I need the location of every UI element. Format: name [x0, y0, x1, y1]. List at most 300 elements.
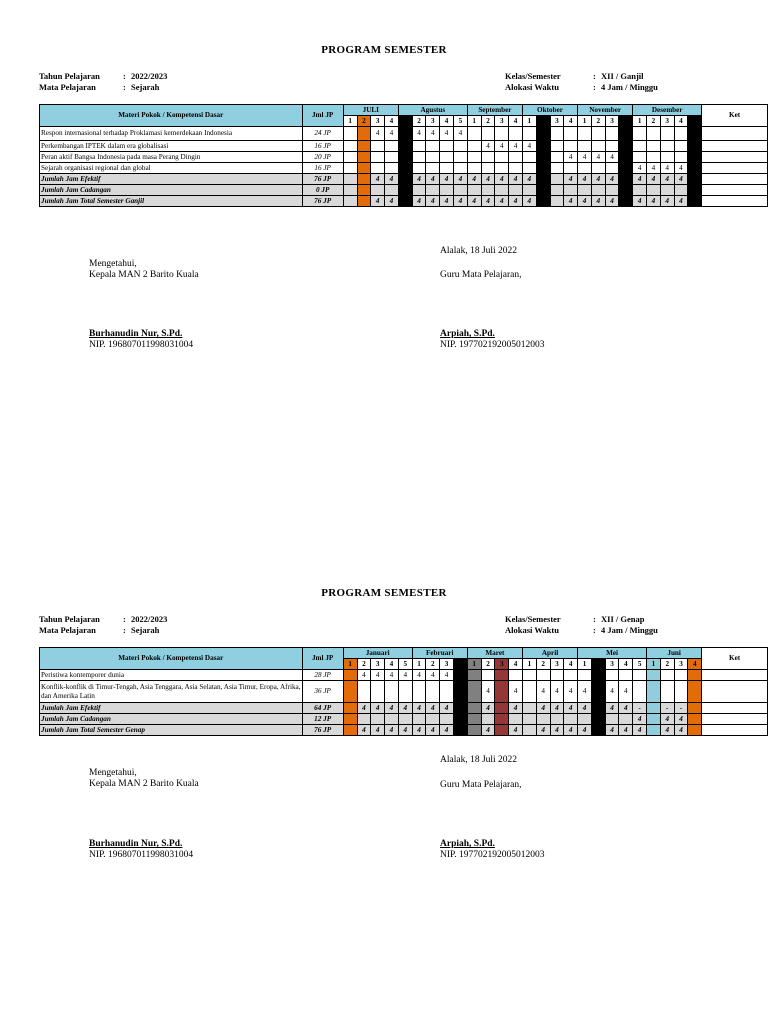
summary-cell: 4	[412, 196, 426, 207]
summary-row	[40, 703, 768, 714]
week-cell	[674, 152, 688, 163]
week-cell: 4	[453, 681, 467, 703]
summary-cell	[647, 185, 661, 196]
summary-cell: 4	[564, 703, 578, 714]
week-header: 1	[467, 659, 481, 670]
week-cell	[578, 127, 592, 141]
summary-cell	[385, 714, 399, 725]
summary-cell: 4	[440, 703, 454, 714]
summary-cell: -	[660, 703, 674, 714]
week-cell	[633, 141, 647, 152]
summary-cell: 4	[660, 725, 674, 736]
week-cell	[398, 127, 412, 141]
summary-cell	[591, 725, 605, 736]
summary-cell	[522, 725, 536, 736]
summary-cell: 4	[578, 725, 592, 736]
summary-cell	[578, 185, 592, 196]
month-header: April	[522, 648, 577, 659]
kelas-label: Kelas/Semester	[505, 71, 561, 81]
summary-cell: 4	[578, 174, 592, 185]
week-cell	[412, 152, 426, 163]
week-header: 3	[440, 659, 454, 670]
summary-cell	[343, 185, 357, 196]
week-header: 1	[343, 659, 357, 670]
week-cell	[522, 127, 536, 141]
summary-cell	[412, 185, 426, 196]
week-cell	[412, 141, 426, 152]
guru-name: Arpiah, S.Pd.	[440, 839, 495, 849]
summary-cell	[481, 714, 495, 725]
summary-cell: 4	[619, 725, 633, 736]
summary-cell: 4	[522, 196, 536, 207]
week-cell	[633, 670, 647, 681]
summary-cell: 4	[371, 196, 385, 207]
col-materi-header: Materi Pokok / Kompetensi Dasar	[40, 648, 303, 670]
col-jml-header: Jml JP	[302, 648, 343, 670]
week-cell	[522, 163, 536, 174]
summary-cell	[467, 185, 481, 196]
kepala-name: Burhanudin Nur, S.Pd.	[89, 329, 183, 339]
summary-cell: 4	[412, 174, 426, 185]
week-cell	[467, 670, 481, 681]
week-cell: 4	[550, 681, 564, 703]
summary-cell: 4	[357, 725, 371, 736]
week-cell	[398, 141, 412, 152]
summary-cell: 4	[619, 703, 633, 714]
summary-row	[40, 196, 768, 207]
mengetahui-genap	[89, 768, 199, 790]
month-header: Januari	[343, 648, 412, 659]
week-cell	[440, 152, 454, 163]
week-cell	[674, 127, 688, 141]
summary-cell	[550, 185, 564, 196]
week-cell	[371, 141, 385, 152]
week-cell: 4	[578, 152, 592, 163]
week-cell: 4	[385, 670, 399, 681]
week-header: 2	[357, 116, 371, 127]
mengetahui-text: Mengetahui,	[89, 259, 137, 269]
summary-cell: 4	[385, 725, 399, 736]
week-cell: 4	[660, 163, 674, 174]
summary-cell	[591, 714, 605, 725]
week-cell	[495, 152, 509, 163]
week-cell: 4	[509, 141, 523, 152]
materi-cell: Peran aktif Bangsa Indonesia pada masa Perang Dingin	[40, 152, 303, 163]
summary-cell	[412, 714, 426, 725]
week-cell	[633, 681, 647, 703]
week-cell: 4	[674, 163, 688, 174]
week-cell	[550, 670, 564, 681]
week-cell: 4	[619, 681, 633, 703]
summary-cell	[660, 185, 674, 196]
mapel-value: Sejarah	[131, 82, 160, 92]
week-header: 2	[660, 659, 674, 670]
week-cell	[660, 152, 674, 163]
summary-cell: 4	[467, 196, 481, 207]
week-header: 2	[591, 659, 605, 670]
mapel-value: Sejarah	[131, 625, 160, 635]
week-cell: 4	[578, 681, 592, 703]
summary-label: Jumlah Jam Cadangan	[40, 185, 303, 196]
week-cell	[453, 163, 467, 174]
ket-cell	[702, 725, 768, 736]
week-cell	[536, 127, 550, 141]
summary-row	[40, 185, 768, 196]
kepala-nip: NIP. 196807011998031004	[89, 340, 194, 350]
summary-cell	[688, 703, 702, 714]
summary-cell: 4	[467, 174, 481, 185]
week-cell	[509, 152, 523, 163]
summary-cell	[647, 714, 661, 725]
week-header: 1	[633, 116, 647, 127]
month-header: Februari	[412, 648, 467, 659]
ket-cell	[702, 196, 768, 207]
week-cell	[619, 163, 633, 174]
week-cell	[688, 163, 702, 174]
summary-cell: 4	[536, 725, 550, 736]
month-header: JULI	[343, 105, 398, 116]
summary-cell	[467, 714, 481, 725]
summary-cell: 4	[550, 703, 564, 714]
week-cell	[371, 163, 385, 174]
jp-cell: 28 JP	[302, 670, 343, 681]
week-header: 3	[674, 659, 688, 670]
summary-cell: 4	[481, 174, 495, 185]
mengetahui-ganjil	[89, 259, 199, 281]
week-header: 4	[453, 659, 467, 670]
month-header: Mei	[578, 648, 647, 659]
mengetahui-text: Mengetahui,	[89, 768, 137, 778]
week-cell	[550, 141, 564, 152]
summary-cell: 4	[509, 703, 523, 714]
summary-cell	[619, 185, 633, 196]
alokasi-value: 4 Jam / Minggu	[601, 82, 658, 92]
summary-cell: 4	[647, 196, 661, 207]
ket-cell	[702, 127, 768, 141]
week-header: 5	[453, 116, 467, 127]
summary-cell	[398, 174, 412, 185]
week-cell	[522, 681, 536, 703]
summary-cell	[522, 703, 536, 714]
table-row	[40, 681, 768, 703]
summary-cell	[564, 714, 578, 725]
week-header: 3	[371, 116, 385, 127]
summary-cell: 4	[453, 703, 467, 714]
week-header: 1	[647, 659, 661, 670]
jp-cell: 16 JP	[302, 141, 343, 152]
summary-cell: 4	[633, 725, 647, 736]
summary-cell: 4	[633, 174, 647, 185]
col-materi-header: Materi Pokok / Kompetensi Dasar	[40, 105, 303, 127]
materi-cell: Sejarah organisasi regional dan global	[40, 163, 303, 174]
month-header: November	[578, 105, 633, 116]
summary-cell: 4	[536, 703, 550, 714]
summary-cell	[343, 714, 357, 725]
week-cell	[357, 681, 371, 703]
week-header: 1	[398, 116, 412, 127]
week-header: 5	[688, 116, 702, 127]
week-cell	[412, 681, 426, 703]
summary-cell: 4	[481, 196, 495, 207]
week-cell	[467, 152, 481, 163]
summary-cell	[619, 174, 633, 185]
week-cell	[619, 670, 633, 681]
summary-cell: 4	[522, 174, 536, 185]
summary-cell	[619, 196, 633, 207]
month-header: Maret	[467, 648, 522, 659]
week-cell	[688, 681, 702, 703]
week-cell	[605, 163, 619, 174]
jp-cell: 24 JP	[302, 127, 343, 141]
summary-cell	[343, 703, 357, 714]
summary-cell: 4	[357, 703, 371, 714]
week-cell	[605, 670, 619, 681]
week-cell	[398, 681, 412, 703]
summary-label: Jumlah Jam Efektif	[40, 703, 303, 714]
alokasi-label: Alokasi Waktu	[505, 82, 559, 92]
kepala-text: Kepala MAN 2 Barito Kuala	[89, 779, 199, 789]
week-cell	[688, 141, 702, 152]
week-cell	[481, 152, 495, 163]
summary-cell: 4	[647, 174, 661, 185]
week-cell	[440, 141, 454, 152]
week-cell	[509, 163, 523, 174]
week-cell	[426, 681, 440, 703]
week-cell	[495, 670, 509, 681]
week-cell	[536, 141, 550, 152]
summary-cell	[633, 185, 647, 196]
week-header: 4	[509, 659, 523, 670]
summary-cell: 4	[385, 174, 399, 185]
week-cell: 4	[481, 681, 495, 703]
tahun-label: Tahun Pelajaran	[39, 614, 100, 624]
week-cell	[453, 670, 467, 681]
materi-cell: Respon internasional terhadap Proklamasi kemerdekaan Indonesia	[40, 127, 303, 141]
week-cell	[591, 163, 605, 174]
summary-cell: 4	[371, 174, 385, 185]
guru-signature-ganjil	[440, 329, 545, 351]
summary-cell	[343, 725, 357, 736]
jp-cell: 16 JP	[302, 163, 343, 174]
summary-cell: 4	[536, 196, 550, 207]
alokasi-value: 4 Jam / Minggu	[601, 625, 658, 635]
jp-cell: 36 JP	[302, 681, 343, 703]
month-header: Juni	[647, 648, 702, 659]
week-cell: 4	[536, 152, 550, 163]
summary-cell	[688, 725, 702, 736]
week-cell: 4	[412, 127, 426, 141]
summary-cell	[605, 185, 619, 196]
summary-cell: 4	[412, 703, 426, 714]
week-header: 2	[647, 116, 661, 127]
kepala-text: Kepala MAN 2 Barito Kuala	[89, 270, 199, 280]
summary-cell: 4	[633, 714, 647, 725]
week-cell	[343, 141, 357, 152]
month-header: Desember	[633, 105, 702, 116]
week-header: 3	[495, 659, 509, 670]
week-cell	[495, 127, 509, 141]
week-header: 4	[440, 116, 454, 127]
summary-label: Jumlah Jam Cadangan	[40, 714, 303, 725]
kepala-name: Burhanudin Nur, S.Pd.	[89, 839, 183, 849]
week-cell	[647, 670, 661, 681]
week-cell	[591, 670, 605, 681]
summary-cell: 4	[660, 714, 674, 725]
week-header: 1	[467, 116, 481, 127]
week-cell	[605, 127, 619, 141]
kepala-signature-ganjil	[89, 329, 193, 351]
summary-cell: 4	[509, 725, 523, 736]
summary-cell: 4	[440, 196, 454, 207]
week-header: 4	[564, 116, 578, 127]
week-header: 2	[357, 659, 371, 670]
ket-cell	[702, 670, 768, 681]
week-cell: 4	[453, 127, 467, 141]
week-cell	[550, 163, 564, 174]
summary-cell	[688, 185, 702, 196]
week-cell	[578, 163, 592, 174]
summary-cell: 4	[371, 725, 385, 736]
week-cell	[550, 152, 564, 163]
summary-cell: 4	[633, 196, 647, 207]
summary-cell: 4	[426, 196, 440, 207]
summary-cell	[357, 185, 371, 196]
summary-cell	[467, 725, 481, 736]
week-cell: 4	[647, 163, 661, 174]
week-header: 4	[674, 116, 688, 127]
summary-jp: 76 JP	[302, 196, 343, 207]
ket-cell	[702, 163, 768, 174]
summary-cell: 4	[591, 174, 605, 185]
week-cell	[412, 163, 426, 174]
summary-cell: 4	[660, 174, 674, 185]
week-header: 1	[578, 116, 592, 127]
summary-cell: 4	[564, 196, 578, 207]
week-header: 1	[522, 659, 536, 670]
week-cell	[343, 127, 357, 141]
summary-cell	[550, 196, 564, 207]
week-cell	[564, 141, 578, 152]
summary-cell	[509, 714, 523, 725]
summary-cell	[440, 714, 454, 725]
week-cell	[619, 141, 633, 152]
week-cell: 4	[357, 670, 371, 681]
jp-cell: 20 JP	[302, 152, 343, 163]
week-cell	[564, 127, 578, 141]
guru-text-ganjil: Guru Mata Pelajaran,	[440, 270, 522, 280]
kelas-label: Kelas/Semester	[505, 614, 561, 624]
week-header: 3	[605, 659, 619, 670]
week-cell	[357, 152, 371, 163]
place-date-ganjil: Alalak, 18 Juli 2022	[440, 246, 518, 256]
week-cell	[467, 127, 481, 141]
summary-cell	[550, 714, 564, 725]
week-cell: 4	[385, 127, 399, 141]
week-header: 3	[605, 116, 619, 127]
summary-cell	[619, 714, 633, 725]
week-header: 4	[564, 659, 578, 670]
week-cell: 4	[440, 670, 454, 681]
summary-cell	[398, 196, 412, 207]
alokasi-label: Alokasi Waktu	[505, 625, 559, 635]
week-header: 3	[371, 659, 385, 670]
week-cell	[674, 670, 688, 681]
week-cell: 4	[371, 670, 385, 681]
week-cell	[674, 681, 688, 703]
week-cell	[647, 127, 661, 141]
summary-cell	[522, 714, 536, 725]
summary-cell	[398, 714, 412, 725]
week-cell	[385, 681, 399, 703]
summary-cell	[343, 174, 357, 185]
summary-cell: 4	[509, 196, 523, 207]
week-cell	[385, 141, 399, 152]
materi-cell: Konflik-konflik di Timur-Tengah, Asia Tenggara, Asia Selatan, Asia Timur, Eropa, Afrika, dan Amerika Latin	[40, 681, 303, 703]
week-cell	[619, 152, 633, 163]
tahun-label: Tahun Pelajaran	[39, 71, 100, 81]
summary-cell	[440, 185, 454, 196]
week-cell	[481, 127, 495, 141]
week-cell	[495, 163, 509, 174]
summary-cell: 4	[371, 703, 385, 714]
guru-nip: NIP. 197702192005012003	[440, 850, 545, 860]
summary-cell	[536, 714, 550, 725]
week-cell	[619, 127, 633, 141]
kepala-nip: NIP. 196807011998031004	[89, 850, 194, 860]
month-header: Oktober	[522, 105, 577, 116]
summary-cell: 4	[605, 196, 619, 207]
table-row	[40, 152, 768, 163]
week-cell	[357, 127, 371, 141]
week-cell: 4	[371, 127, 385, 141]
summary-cell: -	[674, 703, 688, 714]
week-cell	[481, 670, 495, 681]
week-cell	[453, 152, 467, 163]
week-cell: 4	[426, 127, 440, 141]
summary-cell	[385, 185, 399, 196]
summary-cell	[371, 185, 385, 196]
ket-cell	[702, 703, 768, 714]
week-cell	[605, 141, 619, 152]
week-cell: 4	[536, 681, 550, 703]
month-header: September	[467, 105, 522, 116]
week-header: 3	[550, 659, 564, 670]
summary-label: Jumlah Jam Total Semester Genap	[40, 725, 303, 736]
summary-cell	[398, 185, 412, 196]
program-table-ganjil	[39, 104, 768, 207]
ket-cell	[702, 714, 768, 725]
summary-jp: 12 JP	[302, 714, 343, 725]
page-title-genap: PROGRAM SEMESTER	[321, 587, 447, 599]
summary-cell	[522, 185, 536, 196]
summary-cell: 4	[605, 703, 619, 714]
kelas-value: XII / Ganjil	[601, 71, 644, 81]
program-table-genap	[39, 647, 768, 736]
summary-cell	[357, 196, 371, 207]
week-header: 2	[481, 116, 495, 127]
summary-cell: 4	[564, 174, 578, 185]
week-cell	[467, 163, 481, 174]
week-cell: 4	[398, 670, 412, 681]
ket-cell	[702, 152, 768, 163]
week-cell: 4	[495, 141, 509, 152]
summary-cell	[591, 703, 605, 714]
week-cell: 4	[426, 670, 440, 681]
summary-cell: 4	[385, 196, 399, 207]
week-header: 4	[619, 116, 633, 127]
week-cell	[688, 152, 702, 163]
week-cell	[426, 152, 440, 163]
